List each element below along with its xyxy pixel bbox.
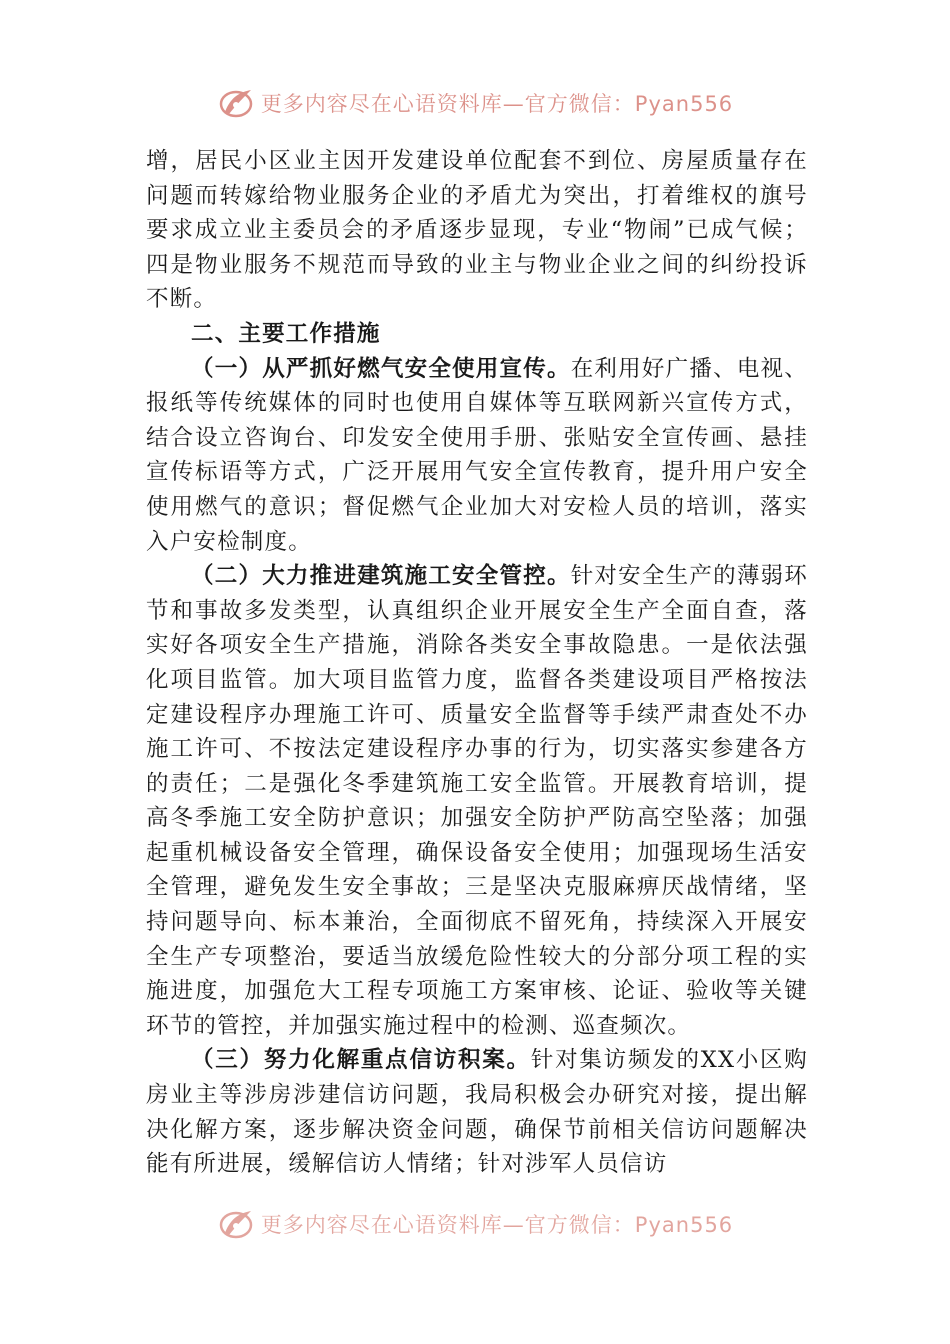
- watermark-footer: [0, 1207, 950, 1241]
- watermark-text: 更多内容尽在心语资料库—官方微信：Pyan556: [260, 92, 734, 116]
- document-body: [146, 144, 808, 1182]
- brush-logo-icon: [217, 86, 255, 120]
- watermark-text: 更多内容尽在心语资料库—官方微信：Pyan556: [260, 1213, 734, 1237]
- section-heading: 二、主要工作措施: [191, 320, 381, 347]
- subsection-title-2: （二）大力推进建筑施工安全管控。: [191, 563, 571, 590]
- paragraph-gas-safety: [146, 352, 808, 560]
- subsection-title-3: （三）努力化解重点信访积案。: [191, 1047, 531, 1074]
- brush-logo-icon: [217, 1207, 255, 1241]
- watermark-header: [0, 86, 950, 120]
- subsection-text-1: 在利用好广播、电视、报纸等传统媒体的同时也使用自媒体等互联网新兴宣传方式，结合设立咨询台、印发安全使用手册、张贴安全宣传画、悬挂宣传标语等方式，广泛开展用气安全宣传教育，提升用户安全使用燃气的意识；督促燃气企业加大对安检人员的培训，落实入户安检制度。: [146, 355, 808, 555]
- paragraph-construction-safety: [146, 559, 808, 1043]
- subsection-title-1: （一）从严抓好燃气安全使用宣传。: [191, 355, 571, 382]
- paragraph-continuation: 增，居民小区业主因开发建设单位配套不到位、房屋质量存在问题而转嫁给物业服务企业的矛盾尤为突出，打着维权的旗号要求成立业主委员会的矛盾逐步显现，专业“物闹”已成气候；四是物业服务不规范而导致的业主与物业企业之间的纠纷投诉不断。: [146, 148, 808, 313]
- subsection-text-2: 针对安全生产的薄弱环节和事故多发类型，认真组织企业开展安全生产全面自查，落实好各项安全生产措施，消除各类安全事故隐患。一是依法强化项目监管。加大项目监管力度，监督各类建设项目严格按法定建设程序办理施工许可、质量安全监督等手续严肃查处不办施工许可、不按法定建设程序办事的行为，切实落实参建各方的责任；二是强化冬季建筑施工安全监管。开展教育培训，提高冬季施工安全防护意识；加强安全防护严防高空坠落；加强起重机械设备安全管理，确保设备安全使用；加强现场生活安全管理，避免发生安全事故；三是坚决克服麻痹厌战情绪，坚持问题导向、标本兼治，全面彻底不留死角，持续深入开展安全生产专项整治，要适当放缓危险性较大的分部分项工程的实施进度，加强危大工程专项施工方案审核、论证、验收等关键环节的管控，并加强实施过程中的检测、巡查频次。: [146, 563, 808, 1039]
- subsection-text-3: 针对集访频发的XX小区购房业主等涉房涉建信访问题，我局积极会办研究对接，提出解决化解方案，逐步解决资金问题，确保节前相关信访问题解决能有所进展，缓解信访人情绪；针对涉军人员信访: [146, 1047, 808, 1178]
- paragraph-petition: [146, 1043, 808, 1181]
